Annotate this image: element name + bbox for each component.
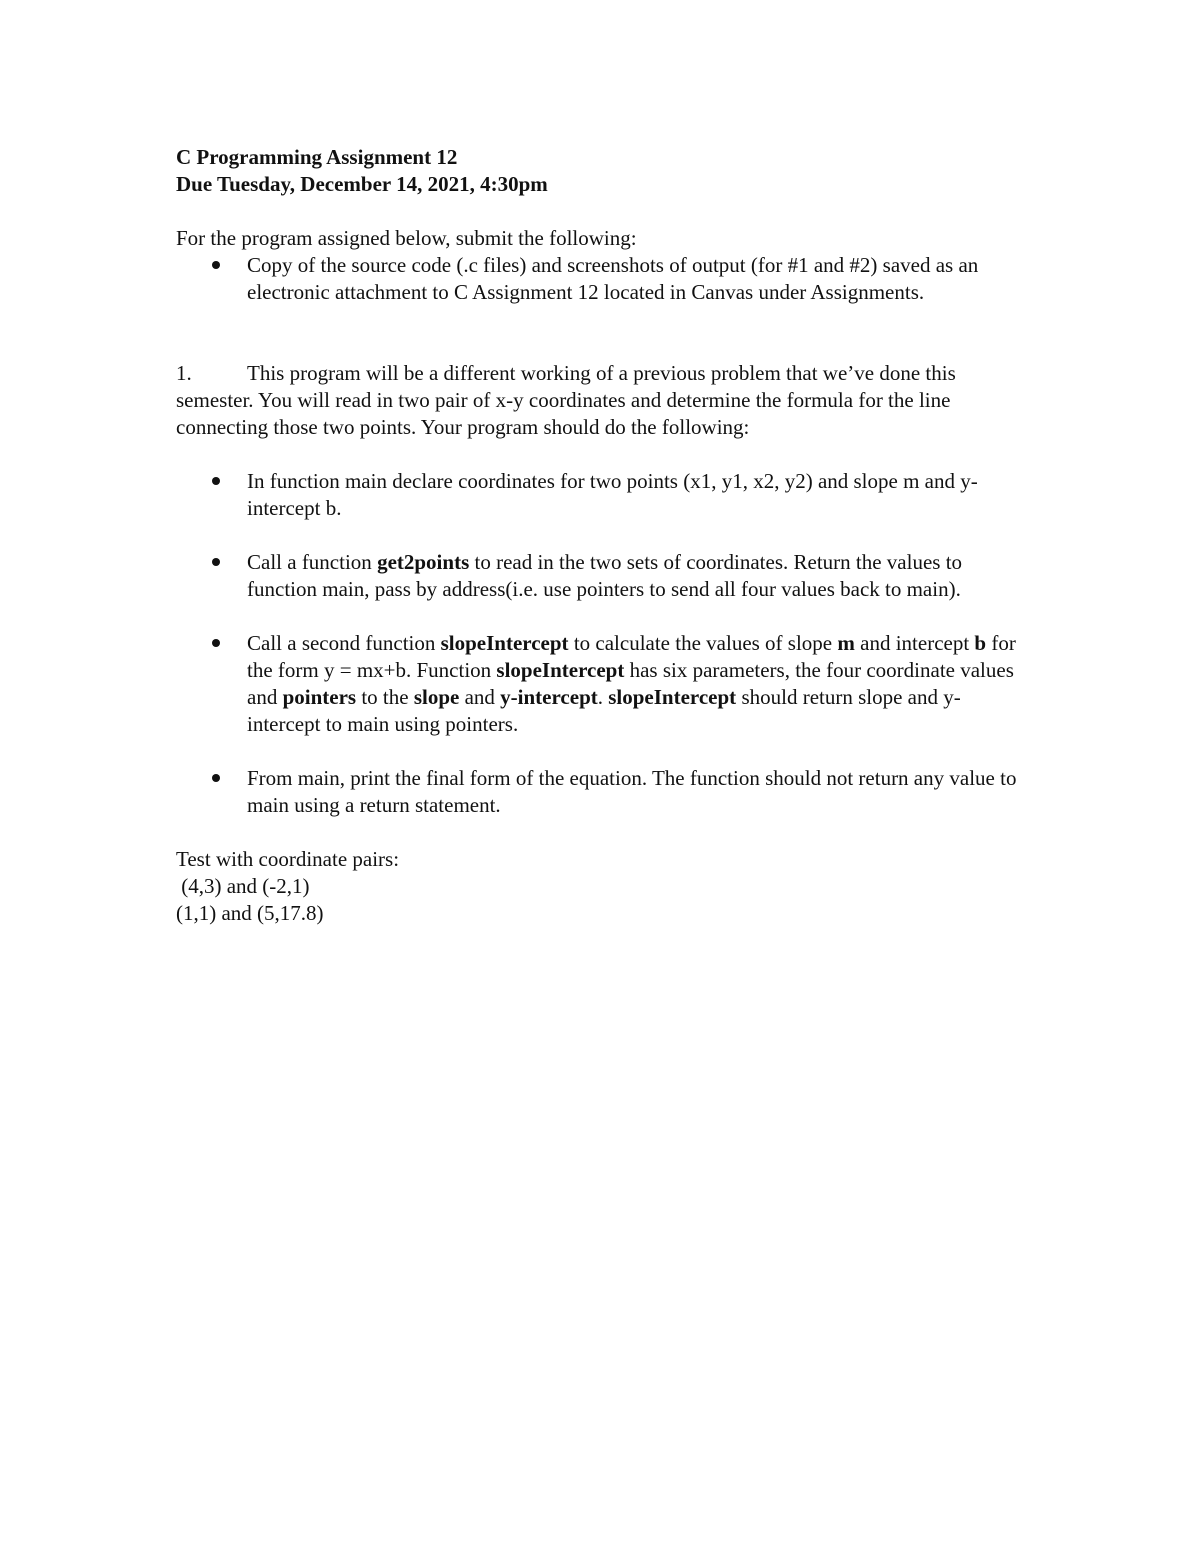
problem-1: [176, 360, 1026, 441]
assignment-title: C Programming Assignment 12: [176, 145, 458, 169]
bullet-icon: [212, 558, 220, 566]
spacer: [176, 819, 1026, 846]
text-run: Call a function: [247, 550, 378, 574]
function-name: slopeIntercept: [496, 658, 625, 682]
bold-term: slope: [413, 685, 460, 709]
problem-number: 1.: [176, 361, 192, 385]
test-pair-1: (4,3) and (-2,1): [176, 874, 310, 898]
bold-term: b: [974, 631, 987, 655]
due-date: Due Tuesday, December 14, 2021, 4:30pm: [176, 172, 548, 196]
bullet-icon: [212, 477, 220, 485]
bullet-icon: [212, 261, 220, 269]
function-name: get2points: [377, 550, 470, 574]
text-run: for the form y = mx+b. Function: [247, 631, 1016, 682]
requirements-list: [176, 468, 1026, 819]
text-run: Call a second function: [247, 631, 441, 655]
requirement-text: [247, 550, 962, 601]
submission-item: [176, 252, 1026, 306]
text-run: and intercept: [854, 631, 975, 655]
function-name: slopeIntercept: [608, 685, 737, 709]
spacer: [176, 198, 1026, 225]
requirement-text: [247, 631, 1016, 736]
text-run: should return slope and y-intercept to main using pointers.: [247, 685, 961, 736]
spacer: [176, 306, 1026, 360]
requirement-item: [176, 549, 1026, 603]
text-run: .: [597, 685, 609, 709]
requirement-text: From main, print the final form of the equation. The function should not return any value to main using a return statement.: [247, 766, 1017, 817]
bullet-icon: [212, 774, 220, 782]
text-run: and: [459, 685, 501, 709]
requirement-text: In function main declare coordinates for two points (x1, y1, x2, y2) and slope m and y-intercept b.: [247, 469, 978, 520]
requirement-item: [176, 765, 1026, 819]
text-run: to the: [356, 685, 414, 709]
bold-term: pointers: [282, 685, 357, 709]
test-label: Test with coordinate pairs:: [176, 847, 400, 871]
problem-text: This program will be a different working of a previous problem that we’ve done this semester. You will read in two pair of x-y coordinates and determine the formula for the line connecting those two points. Your program should do the following:: [176, 361, 956, 439]
test-pair-2: (1,1) and (5,17.8): [176, 901, 324, 925]
submission-list: [176, 252, 1026, 306]
intro-text: For the program assigned below, submit the following:: [176, 226, 637, 250]
function-name: slopeIntercept: [440, 631, 569, 655]
text-run: has six parameters, the four coordinate values and: [247, 658, 1014, 709]
text-run: to read in the two sets of coordinates. Return the values to function main, pass by address(i.e. use pointers to send all four values back to main).: [247, 550, 963, 601]
document-content: [176, 144, 1026, 927]
bold-term: y-intercept: [500, 685, 598, 709]
bullet-icon: [212, 639, 220, 647]
requirement-item: [176, 630, 1026, 738]
bold-term: m: [837, 631, 855, 655]
text-run: to calculate the values of slope: [568, 631, 838, 655]
submission-item-text: Copy of the source code (.c files) and screenshots of output (for #1 and #2) saved as an electronic attachment to C Assignment 12 located in Canvas under Assignments.: [247, 253, 979, 304]
requirement-item: [176, 468, 1026, 522]
